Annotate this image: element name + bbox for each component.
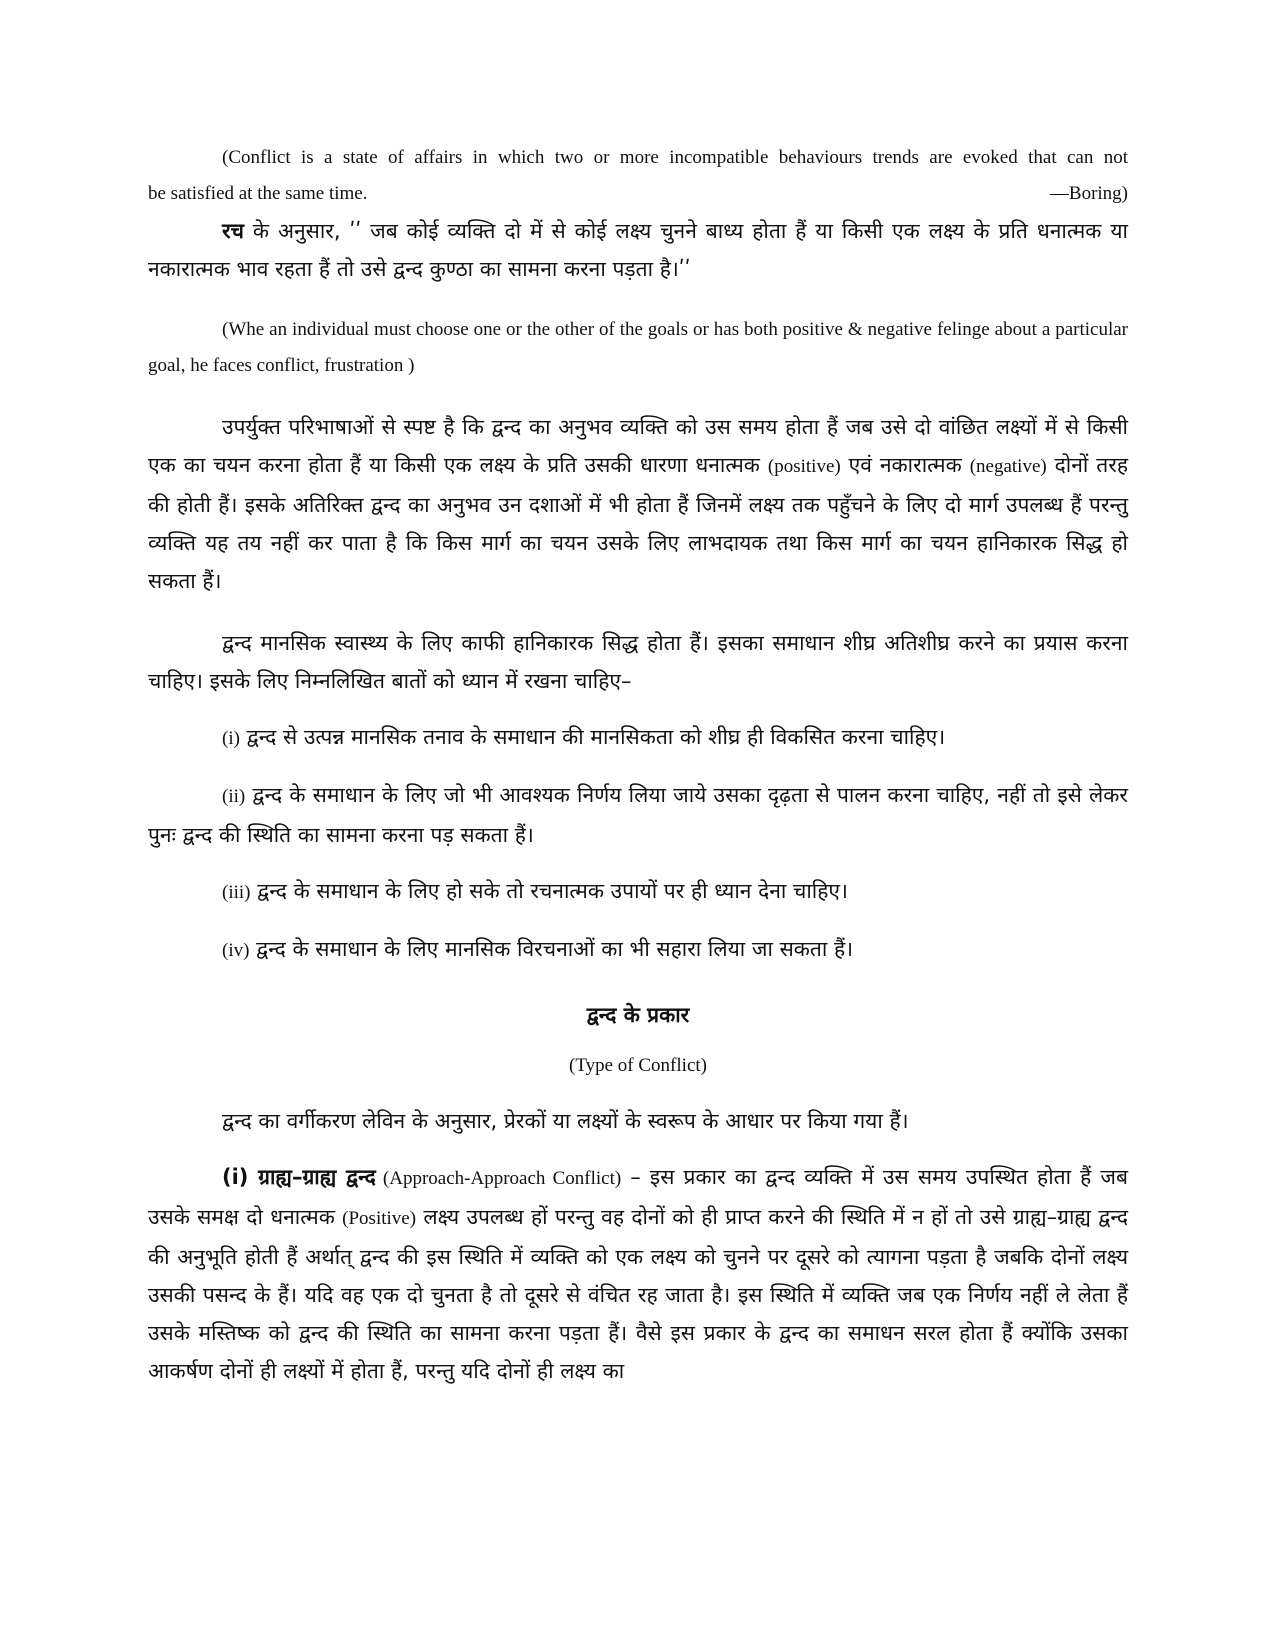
para1-text-2: एवं नकारात्मक: [840, 453, 970, 477]
point-text-3: द्वन्द के समाधान के लिए हो सके तो रचनात्मक उपायों पर ही ध्यान देना चाहिए।: [250, 879, 848, 903]
para1-text-3: दोनों तरह की होती हैं। इसके अतिरिक्त द्वन्द का अनुभव उन दशाओं में भी होता हैं जिनमें लक्ष्य तक पहुँचने के लिए दो मार्ग उपलब्ध हैं परन्तु व्यक्ति यह तय नहीं कर पाता है कि किस मार्ग का चयन उसके लिए लाभदायक तथा किस मार्ग का चयन हानिकारक सिद्ध हो सकता हैं।: [148, 453, 1128, 593]
point-item-3: [148, 872, 1128, 912]
point-number-1: (i): [222, 728, 240, 749]
para1-text-1: उपर्युक्त परिभाषाओं से स्पष्ट है कि द्वन्द का अनुभव व्यक्ति को उस समय होता हैं जब उसे दो वांछित लक्ष्यों में से किसी एक का चयन करना होता हैं या किसी एक लक्ष्य के प्रति उसकी धारणा धनात्मक: [148, 415, 1128, 477]
quote-boring-line2: [148, 176, 1128, 212]
point-number-2: (ii): [222, 786, 246, 807]
section-subheading: (Type of Conflict): [569, 1055, 707, 1076]
paragraph-explanation: [148, 408, 1128, 600]
quote-boring-author: —Boring): [1049, 183, 1128, 204]
point-item-1: [148, 718, 1128, 758]
para1-english-positive: (positive): [767, 456, 841, 477]
point-text-2: द्वन्द के समाधान के लिए जो भी आवश्यक निर्णय लिया जाये उसका दृढ़ता से पालन करना चाहिए, नहीं तो इसे लेकर पुनः द्वन्द की स्थिति का सामना करना पड़ सकता हैं।: [148, 783, 1128, 847]
paragraph-approach-approach: [148, 1158, 1128, 1390]
approach-approach-title: (i) ग्राह्य–ग्राह्य द्वन्द: [222, 1165, 376, 1189]
paragraph-classification: द्वन्द का वर्गीकरण लेविन के अनुसार, प्रेरकों या लक्ष्यों के स्वरूप के आधार पर किया गया हैं।: [222, 1109, 909, 1133]
point-text-1: द्वन्द से उत्पन्न मानसिक तनाव के समाधान की मानसिकता को शीघ्र ही विकसित करना चाहिए।: [239, 725, 946, 749]
point-item-2: [148, 776, 1128, 854]
definition-text: के अनुसार, ʹʹ जब कोई व्यक्ति दो में से कोई लक्ष्य चुनने बाध्य होता हैं या किसी एक लक्ष्य के प्रति धनात्मक या नकारात्मक भाव रहता हैं तो उसे द्वन्द कुण्ठा का सामना करना पड़ता है।ʹʹ: [148, 219, 1128, 281]
point-text-4: द्वन्द के समाधान के लिए मानसिक विरचनाओं का भी सहारा लिया जा सकता हैं।: [249, 937, 854, 961]
definition-author: रच: [222, 219, 244, 243]
point-number-4: (iv): [222, 940, 250, 961]
paragraph-mental-health: द्वन्द मानसिक स्वास्थ्य के लिए काफी हानिकारक सिद्ध होता हैं। इसका समाधान शीघ्र अतिशीघ्र करने का प्रयास करना चाहिए। इसके लिए निम्नलिखित बातों को ध्यान में रखना चाहिए–: [148, 631, 1128, 693]
approach-approach-english: (Approach-Approach Conflict): [375, 1168, 622, 1189]
quote-boring-line1: (Conflict is a state of affairs in which two or more incompatible behaviours trends are evoked that can not: [222, 147, 1128, 168]
definition-paragraph: [148, 212, 1128, 288]
point-item-4: [148, 930, 1128, 970]
document-page: [148, 140, 1128, 1390]
para4-english-positive: (Positive): [342, 1208, 417, 1229]
point-number-3: (iii): [222, 882, 251, 903]
quote-english-2: (Whe an individual must choose one or the other of the goals or has both positive & negative felinge about a particular goal, he faces conflict, frustration ): [148, 319, 1128, 376]
para1-english-negative: (negative): [969, 456, 1047, 477]
para4-text-1: – इस प्रकार का द्वन्द व्यक्ति में उस समय उपस्थित होता हैं जब उसके समक्ष दो धनात्मक: [148, 1165, 1128, 1229]
para4-text-2: लक्ष्य उपलब्ध हों परन्तु वह दोनों को ही प्राप्त करने की स्थिति में न हों तो उसे ग्राह्य–ग्राह्य द्वन्द की अनुभूति होती हैं अर्थात् द्वन्द की इस स्थिति में व्यक्ति को एक लक्ष्य को चुनने पर दूसरे को त्यागना पड़ता है जबकि दोनों लक्ष्य उसकी पसन्द के हैं। यदि वह एक दो चुनता है तो दूसरे से वंचित रह जाता है। इस स्थिति में व्यक्ति जब एक निर्णय नहीं ले लेता हैं उसके मस्तिष्क को द्वन्द की स्थिति का सामना करना पड़ता हैं। वैसे इस प्रकार के द्वन्द का समाधन सरल होता हैं क्योंकि उसका आकर्षण दोनों ही लक्ष्यों में होता हैं, परन्तु यदि दोनों ही लक्ष्य का: [148, 1205, 1128, 1383]
quote-boring-text-end: be satisfied at the same time.: [148, 183, 368, 204]
section-heading: द्वन्द के प्रकार: [586, 1003, 690, 1027]
